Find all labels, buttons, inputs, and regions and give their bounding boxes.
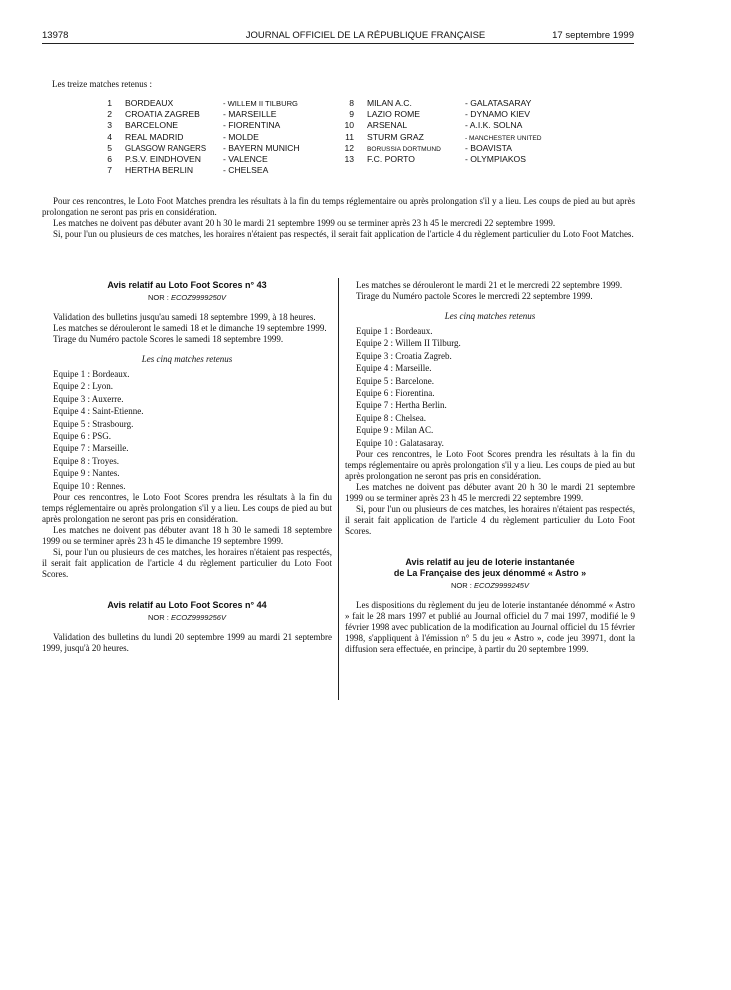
team-item: Equipe 9 : Nantes. [53, 468, 120, 479]
avis-43-paragraph: Les matches ne doivent pas débuter avant 18 h 30 le samedi 18 septembre 1999 ou se terminer après 23 h 45 le dimanche 19 septembre 1999. [42, 525, 332, 547]
avis-astro-title-line-2: de La Française des jeux dénommé « Astro » [393, 568, 587, 579]
team-item: Equipe 9 : Milan AC. [356, 425, 434, 436]
team-item: Equipe 2 : Lyon. [53, 381, 113, 392]
avis-43-title: Avis relatif au Loto Foot Scores n° 43 [107, 280, 267, 290]
team-item: Equipe 1 : Bordeaux. [356, 326, 433, 336]
avis-44-paragraph: Validation des bulletins du lundi 20 septembre 1999 au mardi 21 septembre 1999, jusqu'à 20 heures. [42, 632, 332, 654]
note-paragraph: Si, pour l'un ou plusieurs de ces matches, les horaires n'étaient pas respectés, il serait fait application de l'article 4 du règlement particulier du Loto Foot Matches. [53, 229, 634, 239]
team-item: Equipe 2 : Willem II Tilburg. [356, 338, 461, 349]
page-number: 13978 [42, 30, 69, 41]
avis-43-subhead: Les cinq matches retenus [141, 354, 233, 364]
right-column [345, 280, 635, 655]
avis-44-title: Avis relatif au Loto Foot Scores n° 44 [107, 600, 267, 611]
team-item: Equipe 4 : Saint-Etienne. [53, 406, 144, 417]
avis-43-paragraph: Les matches se dérouleront le samedi 18 et le dimanche 19 septembre 1999. [53, 323, 327, 333]
team-item: Equipe 6 : Fiorentina. [356, 388, 435, 399]
match-row: 13 F.C. PORTO - OLYMPIAKOS [344, 153, 526, 164]
avis-astro-title-line-1: Avis relatif au jeu de loterie instantanée [405, 557, 575, 568]
match-row: 3 BARCELONE - FIORENTINA [107, 120, 281, 131]
team-item: Equipe 10 : Rennes. [53, 480, 126, 491]
matches-column-1 [96, 98, 300, 176]
avis-astro-nor: NOR : ECOZ9999245V [451, 581, 529, 591]
column-divider [338, 278, 339, 700]
header-rule [42, 43, 634, 44]
avis-44-paragraph: Si, pour l'un ou plusieurs de ces matches, les horaires n'étaient pas respectés, il serait fait application de l'article 4 du règlement particulier du Loto Foot Scores. [345, 504, 635, 537]
team-item: Equipe 3 : Croatia Zagreb. [356, 350, 452, 361]
team-item: Equipe 1 : Bordeaux. [53, 369, 130, 379]
avis-44-paragraph: Tirage du Numéro pactole Scores le mercredi 22 septembre 1999. [356, 291, 593, 301]
team-item: Equipe 5 : Strasbourg. [53, 418, 134, 429]
issue-date: 17 septembre 1999 [552, 30, 634, 41]
avis-43-paragraph: Tirage du Numéro pactole Scores le samedi 18 septembre 1999. [53, 334, 284, 344]
team-item: Equipe 3 : Auxerre. [53, 393, 124, 404]
match-row: 1 BORDEAUX - WILLEM II TILBURG [107, 98, 298, 108]
team-item: Equipe 10 : Galatasaray. [356, 437, 444, 448]
avis-44-subhead: Les cinq matches retenus [444, 311, 536, 321]
team-item: Equipe 6 : PSG. [53, 431, 112, 442]
match-row: 2 CROATIA ZAGREB - MARSEILLE [107, 109, 277, 120]
team-item: Equipe 7 : Hertha Berlin. [356, 400, 447, 411]
journal-title: JOURNAL OFFICIEL DE LA RÉPUBLIQUE FRANÇAISE [245, 30, 486, 41]
avis-astro-paragraph: Les dispositions du règlement du jeu de loterie instantanée dénommé « Astro » fait le 28 mars 1997 et publié au Journal officiel du 7 mai 1997, modifié le 9 février 1998 avec publication de la modification au Journal officiel du 15 février 1998, s'appliquent à l'émission n° 5 du jeu « Astro », code jeu 39971, dont la diffusion sera effectuée, en principe, à partir du 20 septembre 1999. [345, 600, 635, 655]
avis-43-nor: NOR : ECOZ9999250V [148, 293, 226, 302]
matches-intro: Les treize matches retenus : [52, 79, 152, 89]
match-row: 12 BORUSSIA DORTMUND - BOAVISTA [344, 142, 512, 153]
match-row: 8 MILAN A.C. - GALATASARAY [349, 98, 532, 108]
avis-43-paragraph: Si, pour l'un ou plusieurs de ces matches, les horaires n'étaient pas respectés, il serait fait application de l'article 4 du règlement particulier du Loto Foot Scores. [42, 547, 332, 580]
team-item: Equipe 8 : Troyes. [53, 455, 120, 466]
team-item: Equipe 5 : Barcelone. [356, 375, 434, 386]
match-row: 4 REAL MADRID - MOLDE [107, 131, 259, 142]
avis-43-paragraph: Pour ces rencontres, le Loto Foot Scores prendra les résultats à la fin du temps réglementaire ou après prolongation s'il y a lieu. Les coups de pied au but après prolongation ne seront pas pris en considération. [42, 492, 332, 525]
team-item: Equipe 4 : Marseille. [356, 363, 432, 374]
match-row: 11 STURM GRAZ - MANCHESTER UNITED [345, 131, 542, 142]
team-item: Equipe 7 : Marseille. [53, 443, 129, 454]
avis-44-paragraph: Les matches se dérouleront le mardi 21 et le mercredi 22 septembre 1999. [356, 280, 623, 290]
avis-44-paragraph: Pour ces rencontres, le Loto Foot Scores prendra les résultats à la fin du temps réglementaire ou après prolongation s'il y a lieu. Les coups de pied au but après prolongation ne seront pas pris en considération. [345, 449, 635, 482]
match-row: 6 P.S.V. EINDHOVEN - VALENCE [107, 153, 268, 164]
avis-44-paragraph: Les matches ne doivent pas débuter avant 20 h 30 le mardi 21 septembre 1999 ou se terminer après 23 h 45 le mercredi 22 septembre 1999. [345, 482, 635, 504]
avis-43-paragraph: Validation des bulletins jusqu'au samedi 18 septembre 1999, à 18 heures. [53, 312, 316, 322]
match-row: 10 ARSENAL - A.I.K. SOLNA [344, 120, 523, 131]
matches-notes [42, 196, 635, 240]
matches-column-2 [338, 98, 542, 165]
match-row: 9 LAZIO ROME - DYNAMO KIEV [349, 109, 530, 120]
team-item: Equipe 8 : Chelsea. [356, 412, 426, 423]
left-column [42, 280, 332, 654]
note-paragraph: Pour ces rencontres, le Loto Foot Matches prendra les résultats à la fin du temps réglementaire ou après prolongation s'il y a lieu. Les coups de pied au but après prolongation ne seront pas pris en considération. [42, 196, 635, 217]
match-row: 5 GLASGOW RANGERS - BAYERN MUNICH [107, 142, 300, 153]
avis-44-nor: NOR : ECOZ9999256V [148, 613, 226, 623]
note-paragraph: Les matches ne doivent pas débuter avant 20 h 30 le mardi 21 septembre 1999 ou se terminer après 23 h 45 le mercredi 22 septembre 1999. [53, 218, 556, 228]
match-row: 7 HERTHA BERLIN - CHELSEA [107, 165, 269, 176]
